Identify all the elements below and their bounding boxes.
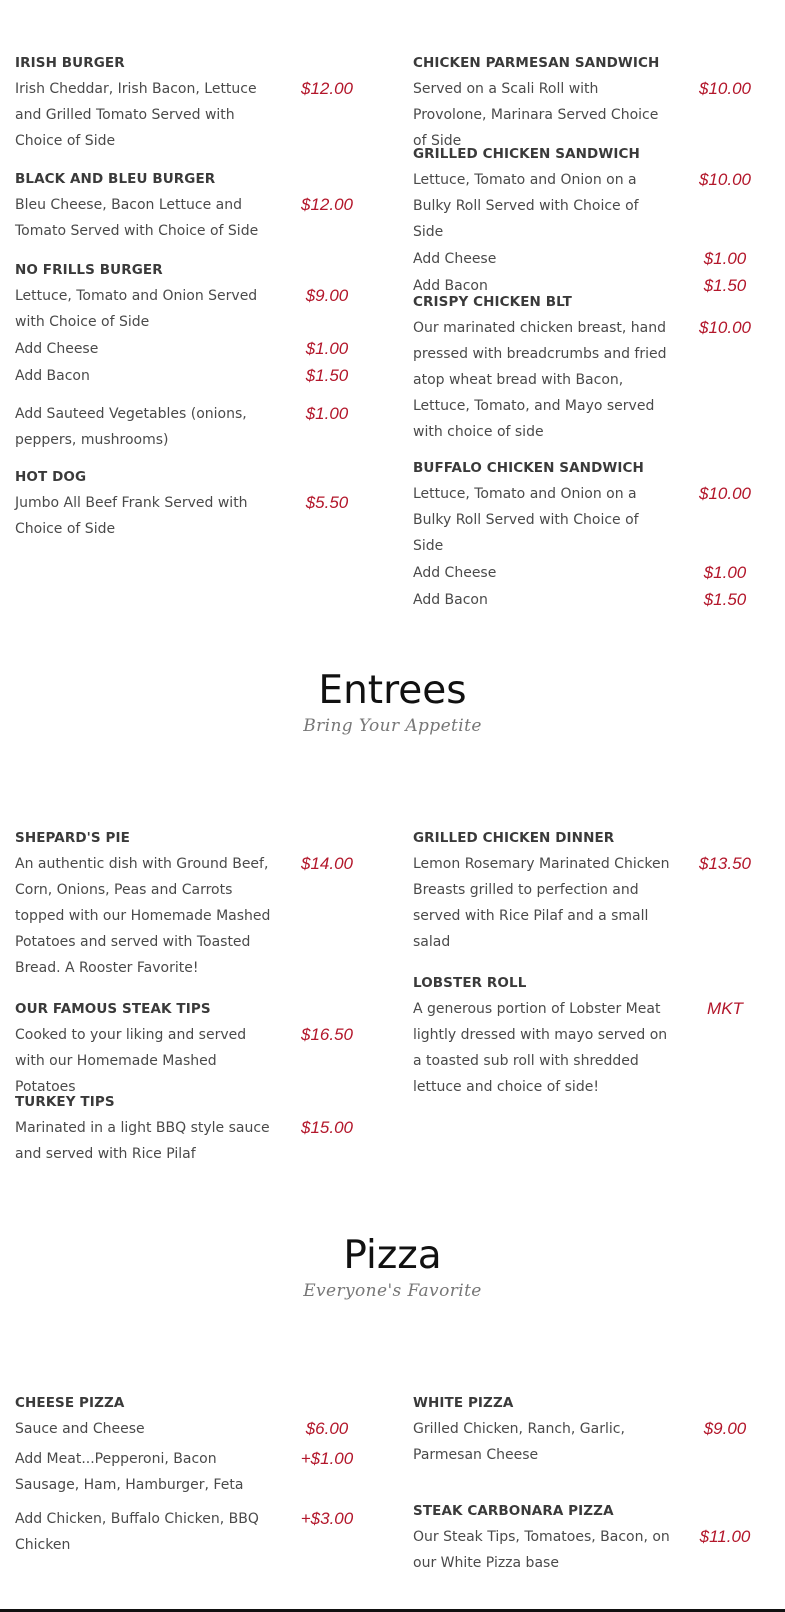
item-title: GRILLED CHICKEN SANDWICH (413, 146, 640, 162)
item-title: BUFFALO CHICKEN SANDWICH (413, 460, 644, 476)
addon-description: Add Bacon (15, 368, 90, 384)
item-description: Served on a Scali Roll with Provolone, Marinara Served Choice of Side (413, 81, 659, 149)
item-title: OUR FAMOUS STEAK TIPS (15, 1001, 211, 1017)
item-description: Lemon Rosemary Marinated Chicken Breasts grilled to perfection and served with Rice Pilaf and a small salad (413, 856, 670, 950)
item-description: Bleu Cheese, Bacon Lettuce and Tomato Served with Choice of Side (15, 197, 259, 239)
item-description: Jumbo All Beef Frank Served with Choice of Side (15, 495, 248, 537)
item-price: $12.00 (301, 195, 353, 214)
item-description: Irish Cheddar, Irish Bacon, Lettuce and Grilled Tomato Served with Choice of Side (15, 81, 257, 149)
addon-price: $1.00 (305, 404, 349, 423)
item-description: Lettuce, Tomato and Onion on a Bulky Roll Served with Choice of Side (413, 172, 639, 240)
item-description: Grilled Chicken, Ranch, Garlic, Parmesan Cheese (413, 1421, 625, 1463)
addon-price: $1.00 (703, 249, 747, 268)
item-price: $14.00 (301, 854, 353, 873)
item-title: STEAK CARBONARA PIZZA (413, 1503, 614, 1519)
section-subtitle: Everyone's Favorite (303, 1281, 482, 1301)
item-price: $9.00 (305, 286, 349, 305)
menu-item-steak-carbonara-pizza (413, 1498, 763, 1576)
addon-description: Add Chicken, Buffalo Chicken, BBQ Chicken (15, 1511, 259, 1553)
item-title: IRISH BURGER (15, 55, 125, 71)
pizza-right-column (413, 0, 763, 1580)
item-price: MKT (707, 999, 743, 1018)
addon-price: $1.00 (305, 339, 349, 358)
addon-description: Add Bacon (413, 278, 488, 294)
item-price: $6.00 (305, 1419, 349, 1438)
section-title: Pizza (343, 1233, 442, 1278)
addon-description: Add Sauteed Vegetables (onions, peppers, mushrooms) (15, 406, 247, 448)
item-title: SHEPARD'S PIE (15, 830, 130, 846)
addon-description: Add Bacon (413, 592, 488, 608)
item-price: $12.00 (301, 79, 353, 98)
item-price: $10.00 (699, 170, 751, 189)
section-subtitle: Bring Your Appetite (303, 716, 482, 736)
item-price: $16.50 (301, 1025, 353, 1044)
item-description: Lettuce, Tomato and Onion Served with Choice of Side (15, 288, 258, 330)
item-description: Cooked to your liking and served with our Homemade Mashed Potatoes (15, 1027, 247, 1095)
addon-price: $1.50 (703, 276, 747, 295)
item-price: $10.00 (699, 79, 751, 98)
item-price: $5.50 (305, 493, 349, 512)
item-description: Sauce and Cheese (15, 1421, 145, 1437)
item-description: Our Steak Tips, Tomatoes, Bacon, on our White Pizza base (413, 1529, 670, 1571)
item-title: WHITE PIZZA (413, 1395, 514, 1411)
item-addon-row (15, 1446, 365, 1498)
addon-price: +$1.00 (300, 1449, 354, 1468)
addon-price: $1.00 (703, 563, 747, 582)
item-description: Marinated in a light BBQ style sauce and served with Rice Pilaf (15, 1120, 270, 1162)
item-title: TURKEY TIPS (15, 1094, 115, 1110)
pizza-left-column (15, 0, 365, 1560)
addon-description: Add Cheese (413, 565, 497, 581)
item-description: An authentic dish with Ground Beef, Corn, Onions, Peas and Carrots topped with our Homemade Mashed Potatoes and served with Toasted Bread. A Rooster Favorite! (15, 856, 271, 976)
item-price: $9.00 (703, 1419, 747, 1438)
item-price: $10.00 (699, 484, 751, 503)
item-description: A generous portion of Lobster Meat lightly dressed with mayo served on a toasted sub roll with shredded lettuce and choice of side! (413, 1001, 668, 1095)
item-title: CHEESE PIZZA (15, 1395, 125, 1411)
item-title: BLACK AND BLEU BURGER (15, 171, 216, 187)
item-title: CHICKEN PARMESAN SANDWICH (413, 55, 660, 71)
item-price: $10.00 (699, 318, 751, 337)
item-title: LOBSTER ROLL (413, 975, 527, 991)
addon-description: Add Cheese (413, 251, 497, 267)
item-title: CRISPY CHICKEN BLT (413, 294, 572, 310)
section-title: Entrees (318, 668, 467, 713)
item-price: $13.50 (699, 854, 751, 873)
menu-item-white-pizza (413, 1390, 763, 1468)
addon-description: Add Cheese (15, 341, 99, 357)
item-addon-row (15, 1506, 365, 1558)
item-row (15, 1416, 365, 1442)
addon-price: $1.50 (703, 590, 747, 609)
item-description: Our marinated chicken breast, hand pressed with breadcrumbs and fried atop wheat bread with Bacon, Lettuce, Tomato, and Mayo served with choice of side (413, 320, 667, 440)
item-price: $11.00 (699, 1527, 751, 1546)
item-title: GRILLED CHICKEN DINNER (413, 830, 615, 846)
item-price: $15.00 (301, 1118, 353, 1137)
item-description: Lettuce, Tomato and Onion on a Bulky Roll Served with Choice of Side (413, 486, 639, 554)
item-row (413, 1416, 763, 1468)
item-row (413, 1524, 763, 1576)
addon-description: Add Meat...Pepperoni, Bacon Sausage, Ham, Hamburger, Feta (15, 1451, 244, 1493)
item-title: NO FRILLS BURGER (15, 262, 163, 278)
menu-item-cheese-pizza (15, 1390, 365, 1558)
addon-price: +$3.00 (300, 1509, 354, 1528)
addon-price: $1.50 (305, 366, 349, 385)
item-title: HOT DOG (15, 469, 87, 485)
